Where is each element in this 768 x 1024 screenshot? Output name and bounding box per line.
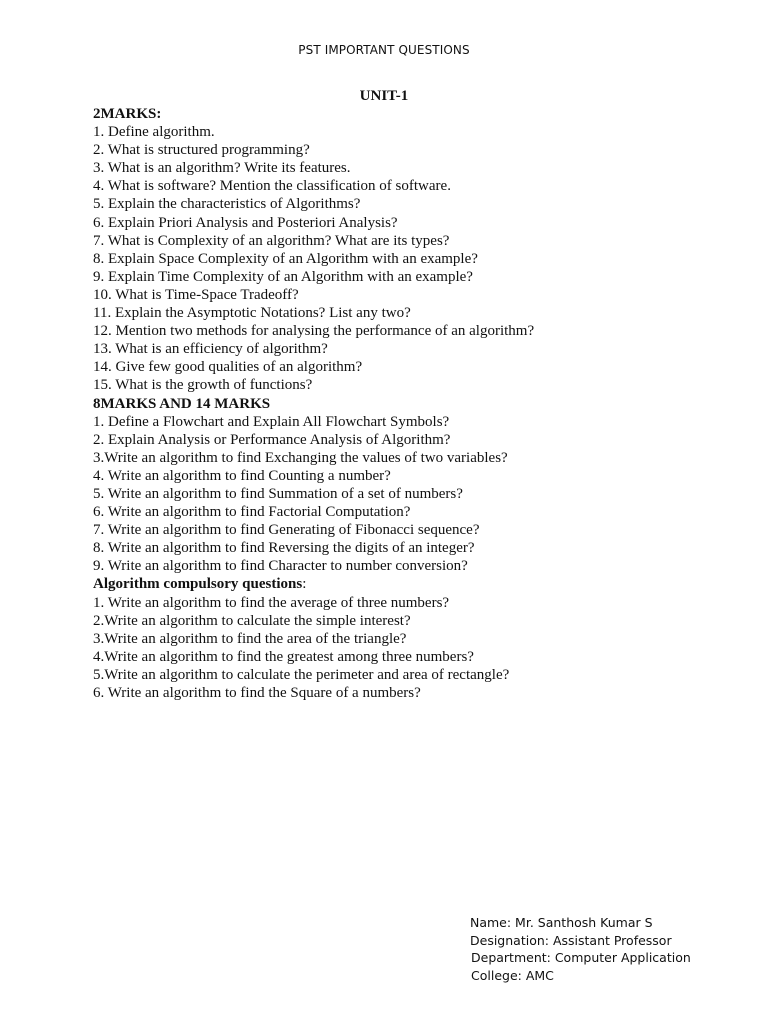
question-item: 7. What is Complexity of an algorithm? What are its types? [93,232,450,249]
section-compulsory [93,575,733,702]
question-list [93,123,733,394]
page-header: PST IMPORTANT QUESTIONS [298,43,470,57]
question-item: 10. What is Time-Space Tradeoff? [93,286,299,303]
question-item: 9. Explain Time Complexity of an Algorithm with an example? [93,268,473,285]
question-item: 14. Give few good qualities of an algorithm? [93,359,363,376]
question-item: 3.Write an algorithm to find Exchanging the values of two variables? [93,449,508,466]
question-item: 4.Write an algorithm to find the greatest among three numbers? [93,648,474,665]
question-list [93,413,733,576]
unit-title: UNIT-1 [359,88,409,104]
question-item: 8. Explain Space Complexity of an Algorithm with an example? [93,250,478,267]
question-item: 6. Write an algorithm to find the Square of a numbers? [93,685,421,701]
section-heading-row [93,575,733,593]
question-list [93,594,733,703]
question-item: 11. Explain the Asymptotic Notations? List any two? [93,305,411,322]
author-name: Name: Mr. Santhosh Kumar S [470,915,653,930]
question-item: 5.Write an algorithm to calculate the perimeter and area of rectangle? [93,666,510,683]
question-item: 1. Write an algorithm to find the average of three numbers? [93,594,450,611]
question-item: 5. Write an algorithm to find Summation of a set of numbers? [93,485,463,502]
question-item: 12. Mention two methods for analysing the performance of an algorithm? [93,323,535,340]
author-department: Department: Computer Application [471,950,691,965]
question-item: 2. Explain Analysis or Performance Analysis of Algorithm? [93,431,451,448]
question-item: 2.Write an algorithm to calculate the simple interest? [93,612,411,629]
question-item: 13. What is an efficiency of algorithm? [93,341,328,358]
section-heading: 2MARKS: [93,106,162,122]
section-8-14-marks [93,395,733,576]
section-heading-suffix: : [302,576,307,593]
questions-content [93,105,733,702]
question-item: 4. Write an algorithm to find Counting a number? [93,467,391,484]
question-item: 2. What is structured programming? [93,142,310,159]
question-item: 4. What is software? Mention the classification of software. [93,178,451,195]
question-item: 15. What is the growth of functions? [93,377,313,394]
question-item: 7. Write an algorithm to find Generating of Fibonacci sequence? [93,522,480,539]
section-2-marks [93,105,733,395]
question-item: 3.Write an algorithm to find the area of the triangle? [93,630,407,647]
question-item: 6. Explain Priori Analysis and Posteriori Analysis? [93,214,398,231]
question-item: 3. What is an algorithm? Write its features. [93,160,351,177]
question-item: 1. Define a Flowchart and Explain All Flowchart Symbols? [93,413,450,430]
author-college: College: AMC [471,967,554,983]
question-item: 8. Write an algorithm to find Reversing the digits of an integer? [93,540,475,557]
question-item: 5. Explain the characteristics of Algorithms? [93,196,361,213]
question-item: 6. Write an algorithm to find Factorial Computation? [93,504,411,521]
author-info [470,914,691,984]
section-heading: 8MARKS AND 14 MARKS [93,395,271,412]
question-item: 1. Define algorithm. [93,124,215,141]
author-designation: Designation: Assistant Professor [470,932,672,948]
question-item: 9. Write an algorithm to find Character to number conversion? [93,558,468,575]
section-heading: Algorithm compulsory questions [93,576,303,593]
